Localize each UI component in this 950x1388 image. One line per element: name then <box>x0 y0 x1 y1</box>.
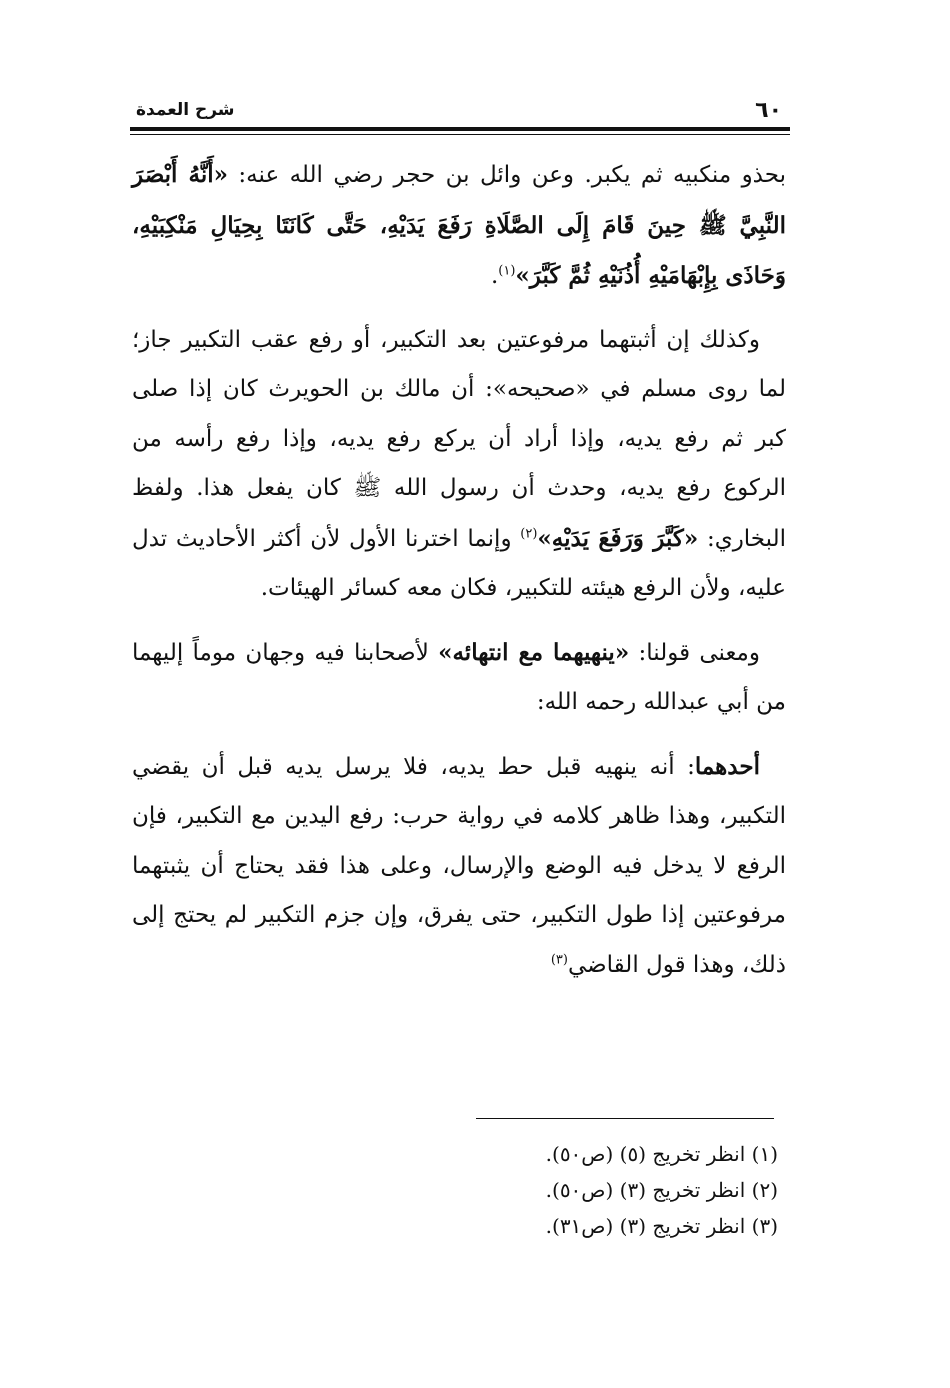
page-number: ٦٠ <box>755 98 782 123</box>
paragraph-1-text-b: . <box>490 263 499 289</box>
hadith-quote-1: «أَنَّهُ أَبْصَرَ النَّبِيَّ ﷺ حِينَ قَامَ إِلَى الصَّلَاةِ رَفَعَ يَدَيْهِ، حَتَّى كَانَتَا بِحِيَالِ مَنْكِبَيْهِ، وَحَاذَى بِإِبْهَامَيْهِ أُذُنَيْهِ ثُمَّ كَبَّرَ» <box>132 161 786 289</box>
paragraph-3 <box>132 628 786 728</box>
header-rule-thin <box>130 134 790 135</box>
paragraph-4-text: : أنه ينهيه قبل حط يديه، فلا يرسل يديه قبل أن يقضي التكبير، وهذا ظاهر كلامه في رواية حرب: رفع اليدين مع التكبير، فإن الرفع لا يدخل فيه الوضع والإرسال، وعلى هذا فقد يحتاج أن يثبتهما مرفوعتين إذا طول التكبير، حتى يفرق، وإن جزم التكبير لم يحتج إلى ذلك، وهذا قول القاضي <box>132 753 786 978</box>
paragraph-3-text-b: لأصحابنا فيه وجهان موماً إليهما من أبي عبدالله رحمه الله: <box>132 639 786 715</box>
footnote-separator <box>476 1118 774 1119</box>
footnote-ref-3: (٣) <box>550 951 568 967</box>
paragraph-1 <box>132 150 786 302</box>
paragraph-2 <box>132 316 786 614</box>
paragraph-2-text-b: وإنما اخترنا الأول لأن أكثر الأحاديث تدل عليه، ولأن الرفع هيئته للتكبير، فكان معه كسائر الهيئات. <box>132 525 786 601</box>
hadith-quote-2: «كَبَّرَ وَرَفَعَ يَدَيْهِ» <box>537 524 699 552</box>
paragraph-1-text-a: بحذو منكبيه ثم يكبر. وعن وائل بن حجر رضي الله عنه: <box>228 162 786 188</box>
footnote-3: (٣) انظر تخريج (٣) (ص٣١). <box>545 1214 778 1238</box>
footnote-1: (١) انظر تخريج (٥) (ص٥٠). <box>545 1142 778 1166</box>
paragraph-3-text-a: ومعنى قولنا: <box>629 639 760 666</box>
main-text <box>132 150 786 990</box>
footnote-ref-1: (١) <box>498 263 516 279</box>
paragraph-2-text-a: وكذلك إن أثبتهما مرفوعتين بعد التكبير، أو رفع عقب التكبير جاز؛ لما روى مسلم في «صحيحه»: أن مالك بن الحويرث كان إذا صلى كبر ثم رفع يديه، وإذا أراد أن يركع رفع يديه، وإذا رفع رأسه من الركوع رفع يديه، وحدث أن رسول الله ﷺ كان يفعل هذا. ولفظ البخاري: <box>132 326 787 552</box>
header-rule-thick <box>130 127 790 131</box>
running-title: شرح العمدة <box>136 100 235 120</box>
footnote-2: (٢) انظر تخريج (٣) (ص٥٠). <box>545 1178 778 1202</box>
footnotes <box>300 1136 778 1244</box>
paragraph-4 <box>132 742 786 991</box>
first-opinion-heading: أحدهما <box>694 752 760 780</box>
page-header <box>130 96 790 126</box>
footnote-ref-2: (٢) <box>520 525 538 541</box>
quoted-phrase: «ينهيهما مع انتهائه» <box>438 638 630 666</box>
